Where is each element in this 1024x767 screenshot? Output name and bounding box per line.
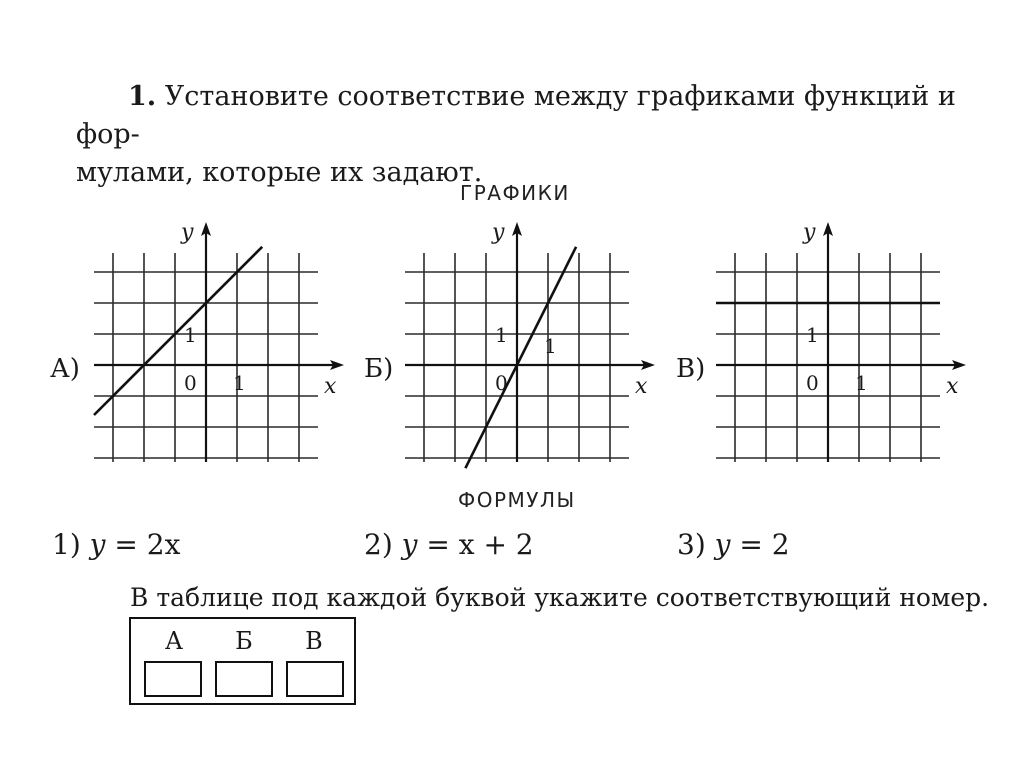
instruction-text: В таблице под каждой буквой укажите соответствующий номер. [130,583,990,612]
formula-1-number: 1) [52,528,81,561]
graph-1-unit-x-label: 1 [233,371,246,395]
graph-2-unit-y-label: 1 [495,323,508,347]
graph-3-unit-y-label: 1 [806,323,819,347]
answer-header-a: А [164,627,184,655]
graph-1-x-label: x [324,374,337,399]
graph-3-x-label: x [946,374,959,399]
problem-number: 1. [128,81,157,112]
graph-1-letter: А) [50,354,80,384]
formula-2-lhs: y [401,528,418,561]
answer-cell-b[interactable] [215,661,273,697]
answer-cell-v[interactable] [286,661,344,697]
graph-3-letter: В) [676,354,706,384]
graph-2-y-label: y [492,220,505,245]
graphs-heading: ГРАФИКИ [460,181,570,205]
graph-2-letter: Б) [364,354,394,384]
formula-1-lhs: y [89,528,106,561]
answer-header-b: Б [235,627,253,655]
answer-cell-a[interactable] [144,661,202,697]
problem-text-line1: Установите соответствие между графиками функций и фор- [76,81,956,150]
formulas-heading: ФОРМУЛЫ [458,488,576,512]
graph-2-origin-label: 0 [495,371,508,395]
problem-text-line2: мулами, которые их задают. [76,157,483,188]
formula-2-rhs: = x + 2 [426,528,534,561]
graph-2-unit-x-label: 1 [544,334,557,358]
answer-table [129,617,356,705]
formula-3-lhs: y [714,528,731,561]
formula-3-number: 3) [677,528,706,561]
graph-3-y-label: y [803,220,816,245]
answer-header-v: В [305,627,323,655]
formula-1-rhs: = 2x [114,528,181,561]
graph-3-unit-x-label: 1 [855,371,868,395]
formula-3 [677,528,790,561]
graph-2-function-line [465,247,576,468]
formula-2 [364,528,534,561]
graph-1-origin-label: 0 [184,371,197,395]
graph-2-x-label: x [635,374,648,399]
graph-3-origin-label: 0 [806,371,819,395]
graph-1-unit-y-label: 1 [184,323,197,347]
formula-3-rhs: = 2 [739,528,790,561]
formula-1 [52,528,180,561]
graph-1-y-label: y [181,220,194,245]
formula-2-number: 2) [364,528,393,561]
